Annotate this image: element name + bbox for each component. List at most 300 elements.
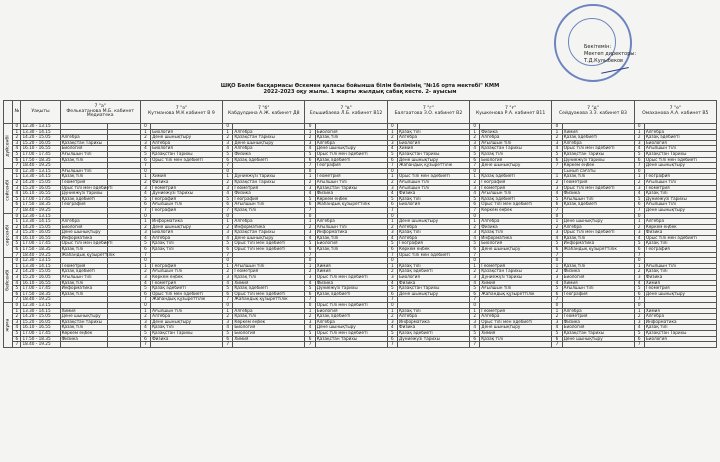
lesson-subject: Дене шынықтыру [151,319,223,325]
lesson-index: 7 [634,342,644,348]
lesson-subject: Биология [151,230,223,236]
lesson-subject: Қазақстан Тарихы [644,151,716,157]
lesson-subject: Қазақ тілі [398,196,470,202]
lesson-index: 3 [634,275,644,281]
lesson-subject: Қазақ әдебиеті [562,135,634,141]
lesson-time: 13.30 - 14.15 [21,129,60,135]
lesson-index: 1 [305,263,315,269]
lesson-number: 5 [13,151,21,157]
lesson-time: 12.30 - 13.15 [21,124,60,130]
lesson-number: 2 [13,179,21,185]
lesson-index: 1 [305,174,315,180]
lesson-subject: Химия [233,280,305,286]
lesson-index: 5 [470,241,480,247]
lesson-index: 6 [140,247,150,253]
lesson-index: 0 [387,258,397,264]
lesson-subject: Физика [562,269,634,275]
approval-line: Бекітемін: [584,44,612,50]
num-header: № [13,101,21,124]
lesson-index: 4 [552,146,562,152]
lesson-index: 3 [387,185,397,191]
lesson-subject: Жаһандық құзыреттілік [61,251,115,257]
lesson-index: 4 [305,325,315,331]
lesson-time: 18.40 - 19.25 [21,163,60,169]
lesson-index: 5 [470,330,480,336]
lesson-subject: Сынып сағаты [562,168,634,174]
lesson-subject: Ағылшын тілі [480,286,552,292]
lesson-index: 4 [140,280,150,286]
lesson-time: 15.20 - 16.05 [21,185,60,191]
lesson-index: 0 [634,124,644,130]
lesson-index: 1 [552,174,562,180]
lesson-number: 6 [13,291,21,297]
lesson-subject: Қазақстан тарихы [398,286,470,292]
lesson-subject: Дене шынықтыру [398,219,470,225]
lesson-subject: Қазақ тілі [60,157,107,163]
lesson-subject: Дене шынықтыру [60,314,107,320]
lesson-number: 5 [13,286,21,292]
lesson-subject: Қазақ әдебиеті [398,269,470,275]
lesson-time: 13.30 - 14.15 [21,263,60,269]
lesson-number: 0 [13,213,21,219]
lesson-subject: Алгебра [398,314,470,320]
lesson-index: 3 [223,140,233,146]
lesson-time: 12.30 - 13.15 [21,168,60,174]
lesson-index: 0 [140,258,150,264]
lesson-subject: Дене шынықтыру [151,224,223,230]
lesson-subject: Көркем еңбек [151,275,223,281]
day-label: сәрсенбі [4,213,13,258]
lesson-index: 5 [387,286,397,292]
lesson-index: 2 [470,135,480,141]
lesson-index: 0 [223,213,233,219]
lesson-subject: Қазақ әдебиеті [644,135,716,141]
lesson-index: 3 [140,185,150,191]
lesson-index: 7 [552,342,562,348]
lesson-number: 2 [13,314,21,320]
lesson-index: 1 [552,219,562,225]
lesson-subject: Қазақ тілі [562,235,634,241]
lesson-subject: Қазақстан Тарихы [60,140,107,146]
document-title: ШҚО Бөлім басқармасы Өскемен қаласы бойынша білім бөлімінің "№16 орта мектебі" КММ [220,83,500,89]
lesson-index: 7 [387,207,397,213]
lesson-time: 16.10 - 16.55 [21,325,60,331]
lesson-index: 2 [634,224,644,230]
lesson-index: 3 [470,185,480,191]
lesson-number: 0 [13,168,21,174]
lesson-subject: Биология [480,241,552,247]
lesson-subject: Химия [644,280,716,286]
lesson-subject: Физика [398,191,470,197]
lesson-index: 5 [140,286,150,292]
lesson-subject: Алгебра [398,235,470,241]
lesson-time: 17.00 - 17.45 [21,151,60,157]
lesson-index: 1 [470,129,480,135]
lesson-number: 1 [13,308,21,314]
lesson-index: 4 [223,325,233,331]
lesson-subject: Қазақ тілі [60,247,107,253]
lesson-index: 0 [470,303,480,309]
lesson-subject: Алгебра [151,235,223,241]
lesson-subject [644,342,716,348]
lesson-subject: Орыс тілі мен әдебиеті [151,157,223,163]
lesson-index: 0 [140,168,150,174]
lesson-index: 4 [305,146,315,152]
lesson-index: 6 [634,247,644,253]
lesson-subject: Биология [233,325,305,331]
lesson-index: 4 [140,146,150,152]
lesson-index: 3 [140,275,150,281]
timetable [3,100,717,348]
lesson-subject: Биология [562,325,634,331]
lesson-time: 14.20 - 15.05 [21,314,60,320]
lesson-index: 1 [140,174,150,180]
lesson-subject: Ағылшын тілі [644,263,716,269]
day-label: дүйсенбі [4,124,13,169]
lesson-subject: Ағылшын тілі [644,202,716,208]
lesson-subject: Дене шынықтыру [315,146,387,152]
lesson-time: 12.30 - 13.15 [21,258,60,264]
lesson-index: 1 [223,263,233,269]
lesson-index: 7 [305,252,315,258]
lesson-index: 4 [470,235,480,241]
lesson-subject: Геометрия [60,179,107,185]
lesson-index: 2 [223,224,233,230]
lesson-index: 4 [470,280,480,286]
lesson-index: 7 [140,342,150,348]
lesson-number: 1 [13,129,21,135]
lesson-subject: Информатика [60,286,107,292]
lesson-subject: Ағылшын тілі [398,185,470,191]
lesson-subject: Геометрия [562,179,634,185]
lesson-subject: Биология [644,140,716,146]
lesson-index: 3 [223,275,233,281]
lesson-subject: Дене шынықтыру [480,247,552,253]
lesson-index: 4 [223,146,233,152]
lesson-subject: Физика [151,336,223,342]
lesson-index: 7 [387,163,397,169]
lesson-index: 5 [470,286,480,292]
lesson-index: 2 [223,269,233,275]
lesson-index: 6 [387,247,397,253]
lesson-index: 6 [305,157,315,163]
lesson-number: 7 [13,163,21,169]
lesson-index: 5 [552,196,562,202]
lesson-index: 5 [634,330,644,336]
lesson-index: 1 [387,219,397,225]
lesson-index: 4 [634,325,644,331]
lesson-subject: Физика [315,280,387,286]
lesson-index: 0 [552,213,562,219]
lesson-subject: Қазақ тілі [315,235,387,241]
lesson-index: 0 [552,258,562,264]
lesson-index: 5 [140,330,150,336]
lesson-index: 0 [140,124,150,130]
lesson-subject: Дүниежүзі тарихы [315,286,387,292]
lesson-subject: Қазақ әдебиеті [60,196,107,202]
lesson-index: 7 [634,252,644,258]
lesson-subject: Қазақстан тарихы [315,185,387,191]
lesson-subject: География [644,174,716,180]
lesson-subject: Дүниежүзі тарихы [644,196,716,202]
lesson-index: 5 [223,241,233,247]
lesson-index: 0 [470,168,480,174]
lesson-subject: Биология [480,157,552,163]
lesson-index: 7 [305,297,315,303]
lesson-index: 2 [140,224,150,230]
lesson-subject: География [151,207,223,213]
lesson-index: 5 [140,196,150,202]
lesson-index: 4 [552,280,562,286]
lesson-index: 6 [552,247,562,253]
lesson-index: 6 [305,336,315,342]
lesson-index: 0 [305,213,315,219]
lesson-subject [562,342,634,348]
lesson-index: 5 [387,151,397,157]
lesson-index: 2 [305,135,315,141]
lesson-subject: Орыс тілі мен әдебиеті [233,241,305,247]
lesson-index: 7 [470,163,480,169]
lesson-subject: Химия [562,129,634,135]
lesson-index: 0 [552,303,562,309]
lesson-index: 3 [634,319,644,325]
lesson-subject: Қазақ тілі [315,135,387,141]
lesson-subject: Қазақстан Тарихы [480,146,552,152]
lesson-number: 0 [13,124,21,130]
lesson-index: 3 [552,275,562,281]
lesson-subject: Көркем еңбек [233,319,305,325]
lesson-subject: География [480,179,552,185]
lesson-subject: Орыс тілі мен әдебиеті [233,247,305,253]
lesson-index: 4 [387,325,397,331]
lesson-subject: Қазақ әдебиеті [480,196,552,202]
lesson-time: 15.20 - 16.05 [21,275,60,281]
lesson-subject: Қазақстан тарихы [562,330,634,336]
lesson-subject: География [398,241,470,247]
lesson-subject: Ағылшын тілі [60,275,107,281]
lesson-index: 2 [634,314,644,320]
lesson-time: 17.50 - 18.35 [21,336,60,342]
lesson-time: 12.30 - 13.15 [21,213,60,219]
lesson-subject: Қазақ тілі [60,174,107,180]
lesson-subject: Қазақ әдебиеті [233,286,305,292]
lesson-subject: Информатика [562,241,634,247]
lesson-subject: Ағылшын тілі [233,263,305,269]
lesson-time: 17.00 - 17.45 [21,241,60,247]
lesson-index: 6 [552,336,562,342]
lesson-subject: Қазақ тілі [233,207,305,213]
lesson-subject: Алгебра [233,308,305,314]
lesson-subject: Қазақстан Тарихы [480,269,552,275]
lesson-index: 5 [223,196,233,202]
lesson-subject: Жаһандық құзыреттілік [151,297,223,303]
lesson-subject: Физика [562,191,634,197]
table-row [4,342,717,348]
lesson-subject: Орыс тілі мен әдебиеті [562,230,634,236]
lesson-subject: Геометрия [151,185,223,191]
lesson-index: 7 [470,342,480,348]
lesson-index: 4 [470,146,480,152]
lesson-index: 6 [223,336,233,342]
lesson-subject: Дене шынықтыру [233,235,305,241]
lesson-index: 4 [470,191,480,197]
class-header: 7 "е" Омаханова А.А. кабинет В5 [634,101,716,124]
lesson-subject: Алгебра [644,129,716,135]
lesson-index: 6 [140,202,150,208]
lesson-index: 1 [140,308,150,314]
lesson-subject: Химия [151,174,223,180]
lesson-subject: Химия [60,308,107,314]
lesson-index: 7 [387,342,397,348]
lesson-subject: Орыс тілі мен әдебиеті [233,291,305,297]
lesson-time: 17.00 - 17.45 [21,196,60,202]
lesson-subject: Дене шынықтыру [480,163,552,169]
lesson-index: 3 [470,230,480,236]
lesson-subject: Қазақ тілі [480,230,552,236]
lesson-index: 3 [552,319,562,325]
lesson-subject: Алгебра [151,314,223,320]
lesson-subject: Информатика [233,224,305,230]
lesson-index: 3 [552,140,562,146]
lesson-index: 3 [223,319,233,325]
lesson-index: 2 [387,135,397,141]
lesson-index: 7 [470,252,480,258]
lesson-index: 7 [634,297,644,303]
lesson-subject: Қазақ әдебиеті [151,286,223,292]
lesson-subject: Химия [315,269,387,275]
lesson-number: 2 [13,224,21,230]
lesson-subject: Қазақстан тарихы [233,135,305,141]
lesson-subject: Геометрия [151,280,223,286]
lesson-subject: Дүниежүзі тарихы [151,191,223,197]
lesson-index: 3 [387,230,397,236]
lesson-subject: Дене шынықтыру [562,336,634,342]
lesson-index: 6 [387,336,397,342]
lesson-index: 2 [634,179,644,185]
lesson-subject: Алгебра [151,140,223,146]
lesson-index: 7 [305,163,315,169]
lesson-index: 0 [140,213,150,219]
lesson-index: 6 [305,247,315,253]
lesson-subject: Қазақ тілі [60,291,107,297]
approval-line: Мектеп директоры: [584,51,637,57]
lesson-index: 6 [223,157,233,163]
lesson-time: 14.20 - 15.05 [21,224,60,230]
lesson-index: 6 [387,202,397,208]
lesson-index: 5 [223,330,233,336]
lesson-index: 0 [223,124,233,130]
lesson-index: 7 [223,252,233,258]
lesson-subject: Алгебра [315,219,387,225]
lesson-index: 2 [305,179,315,185]
lesson-time: 15.20 - 16.05 [21,319,60,325]
lesson-number: 4 [13,325,21,331]
timetable-body [4,124,717,348]
lesson-subject: Қазақ тілі [480,336,552,342]
lesson-index: 3 [140,319,150,325]
lesson-index: 5 [305,196,315,202]
lesson-index: 5 [305,286,315,292]
lesson-index: 1 [470,263,480,269]
lesson-subject: Қазақ әдебиеті [315,291,387,297]
lesson-index: 1 [634,308,644,314]
lesson-subject: Дене шынықтыру [398,291,470,297]
lesson-time: 17.50 - 18.35 [21,291,60,297]
lesson-index: 6 [552,291,562,297]
lesson-subject: Физика [644,230,716,236]
lesson-subject: Қазақстан тарихы [315,336,387,342]
lesson-subject: Алгебра [562,308,634,314]
lesson-number: 3 [13,185,21,191]
lesson-subject: Орыс тілі мен әдебиеті [315,151,387,157]
lesson-index: 7 [387,297,397,303]
lesson-subject: Ағылшын тілі [644,179,716,185]
lesson-number: 3 [13,140,21,146]
lesson-index: 3 [223,185,233,191]
lesson-index: 4 [634,191,644,197]
lesson-subject: Алгебра [60,219,107,225]
lesson-index: 7 [223,297,233,303]
lesson-subject: Алгебра [60,135,107,141]
lesson-subject: Физика [562,319,634,325]
lesson-index: 4 [387,280,397,286]
lesson-index: 5 [634,151,644,157]
lesson-subject: Қазақ тілі [60,325,107,331]
lesson-subject: Химия [315,263,387,269]
lesson-subject: Геометрия [60,263,107,269]
lesson-subject: Дене шынықтыру [233,140,305,146]
lesson-index: 1 [470,308,480,314]
lesson-subject: География [233,196,305,202]
lesson-index: 2 [223,314,233,320]
lesson-subject: Орыс тілі мен әдебиеті [315,275,387,281]
lesson-index: 7 [552,297,562,303]
lesson-subject: Биология [233,330,305,336]
lesson-index: 1 [634,263,644,269]
lesson-subject: Алгебра [480,314,552,320]
lesson-index: 4 [634,235,644,241]
lesson-index: 3 [305,140,315,146]
lesson-index: 1 [305,219,315,225]
lesson-index: 1 [305,308,315,314]
lesson-time: 13.30 - 14.15 [21,174,60,180]
day-label: жұма [4,303,13,348]
lesson-index: 2 [223,179,233,185]
lesson-subject: Дүниежүзі тарихы [562,157,634,163]
lesson-index: 2 [223,135,233,141]
lesson-subject: Ағылшын тілі [315,179,387,185]
lesson-index: 7 [140,163,150,169]
lesson-index: 4 [387,191,397,197]
lesson-subject: Қазақ тілі [233,314,305,320]
lesson-time: 15.20 - 16.05 [21,140,60,146]
lesson-subject: Орыс тілі мен әдебиеті [61,184,113,190]
lesson-index: 0 [470,124,480,130]
lesson-subject: Физика [315,191,387,197]
lesson-subject: Жаһандық құзыреттілік [398,163,470,169]
lesson-subject: Дүниежүзі тарихы [480,275,552,281]
lesson-index: 2 [305,224,315,230]
class-header: 7 "а" Фелькатанова М.Б. кабинет Медиатека [60,101,140,124]
lesson-index: 0 [305,168,315,174]
lesson-index: 5 [634,286,644,292]
lesson-subject: Ағылшын тілі [562,286,634,292]
lesson-index: 1 [223,129,233,135]
lesson-subject: Жаһандық құзыреттілік [233,297,305,303]
lesson-subject: Қазақстан тарихы [60,319,107,325]
lesson-number: 2 [13,269,21,275]
lesson-index: 6 [223,291,233,297]
